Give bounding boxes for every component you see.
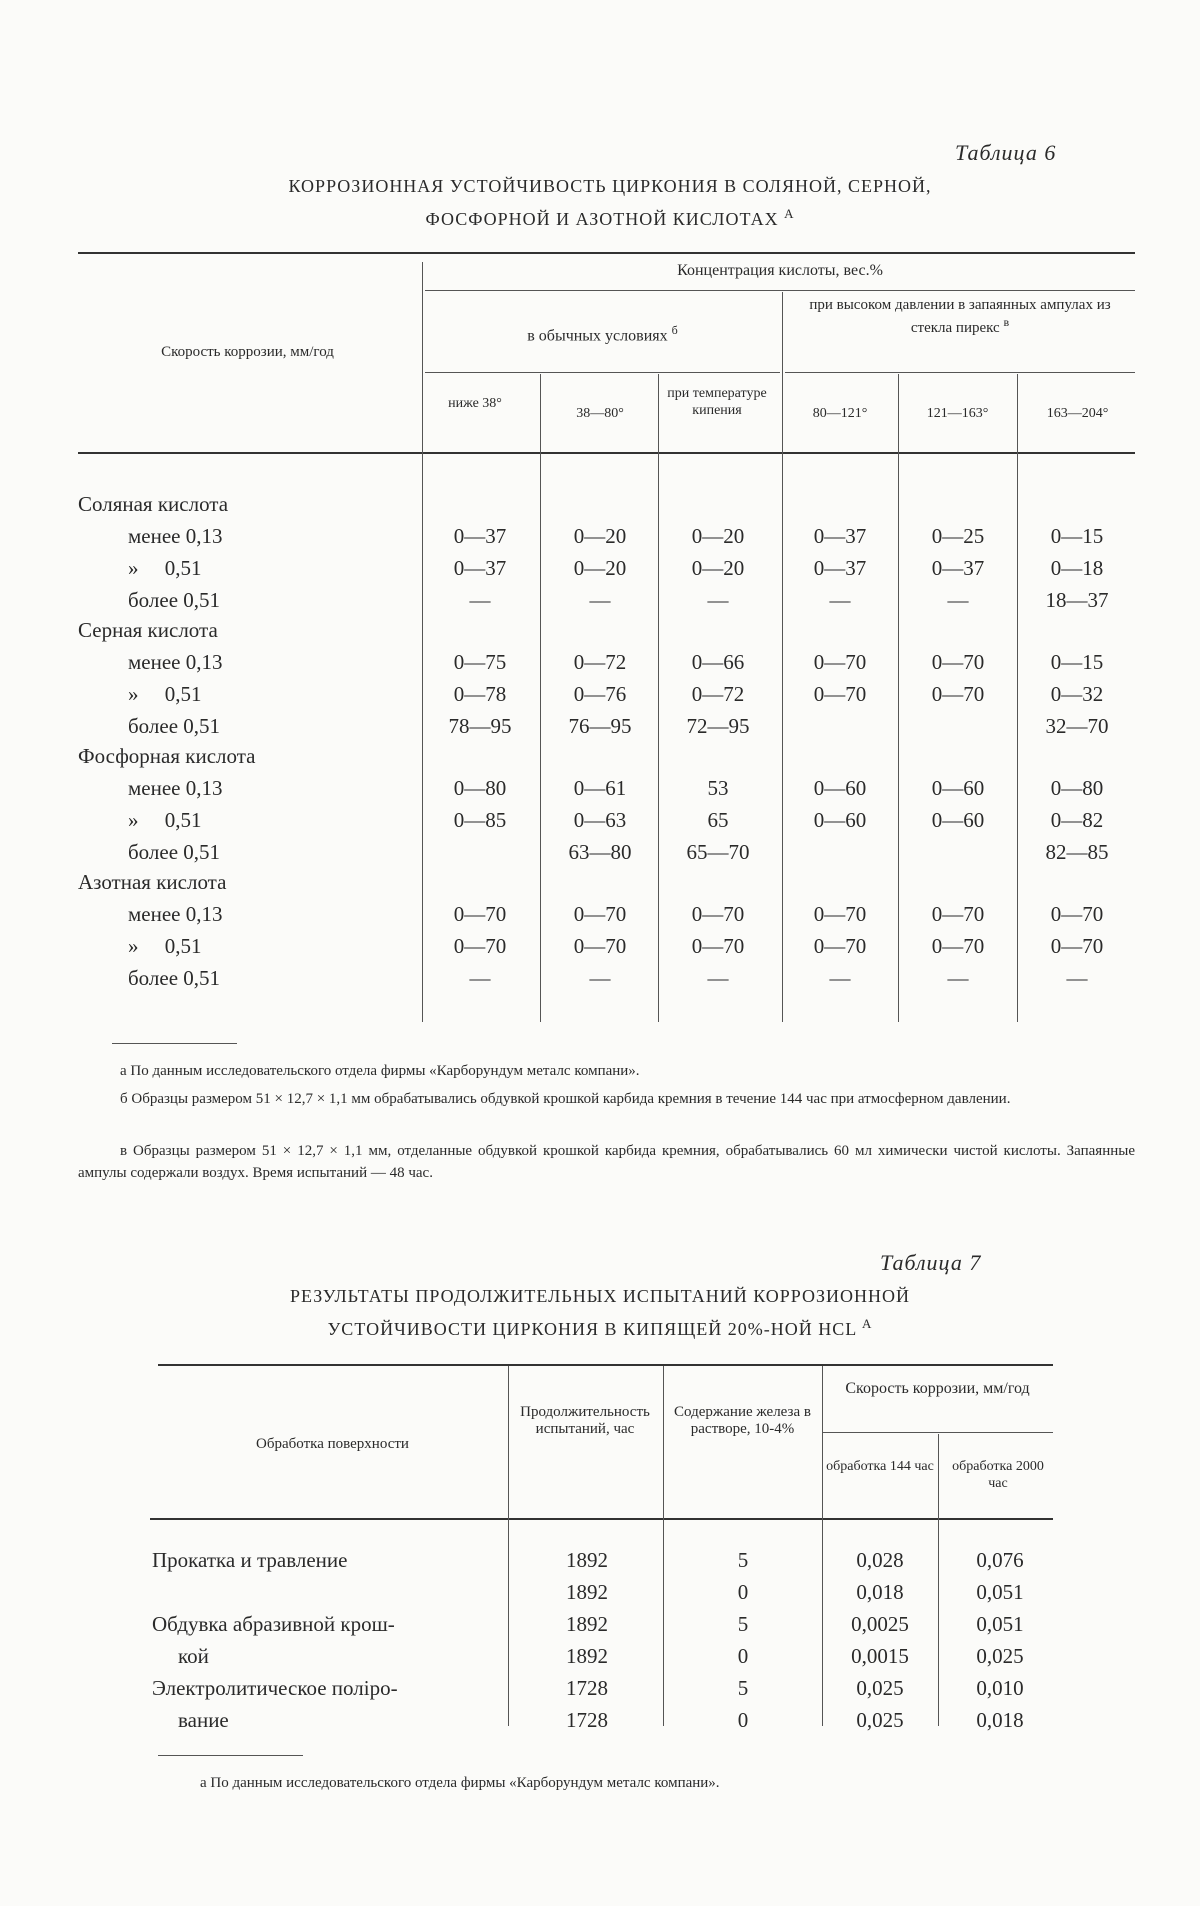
table6-top-rule <box>78 252 1135 254</box>
table6-cell: 32—70 <box>1045 714 1109 738</box>
table7-duration-header: Продолжительность испытаний, час <box>520 1404 650 1437</box>
table7-cell: 0 <box>737 1708 749 1732</box>
table6-col-2-header: 38—80° <box>576 406 624 421</box>
table6-cell: 0—20 <box>691 524 745 548</box>
table7-iron-header: Содержание железа в растворе, 10-4% <box>674 1404 811 1437</box>
table6-cell: — <box>947 588 969 612</box>
table6-footnote-rule <box>112 1043 237 1044</box>
table6-group-label: Серная кислота <box>78 618 218 642</box>
table6-cell: 65—70 <box>686 840 750 864</box>
table6-cell: 0—70 <box>691 934 745 958</box>
table6-row-label: » 0,51 <box>128 934 202 958</box>
table6-cell: — <box>829 966 851 990</box>
table6-cell: 0—70 <box>813 934 867 958</box>
table7-cell: 5 <box>737 1612 749 1636</box>
table6-cell: 0—70 <box>573 902 627 926</box>
table6-cell: 82—85 <box>1045 840 1109 864</box>
table6-cell: 0—70 <box>573 934 627 958</box>
table7-cell: 1728 <box>566 1708 608 1732</box>
table7-cell: 0,051 <box>976 1612 1024 1636</box>
table7-footnote-rule <box>158 1755 303 1756</box>
table7-top-rule <box>158 1364 1053 1366</box>
table7-cell: 1892 <box>566 1644 608 1668</box>
table6-cell: 0—82 <box>1050 808 1104 832</box>
table6-row-label: менее 0,13 <box>128 524 223 548</box>
table6-row-label: более 0,51 <box>128 966 221 990</box>
table6-cell: 0—80 <box>453 776 507 800</box>
table7-cell: 0 <box>737 1580 749 1604</box>
table6-cell: 0—72 <box>573 650 627 674</box>
table6-cell: 0—18 <box>1050 556 1104 580</box>
table6-row-label: более 0,51 <box>128 714 221 738</box>
table6-cell: 0—20 <box>573 556 627 580</box>
table7-title-line2: УСТОЙЧИВОСТИ ЦИРКОНИЯ В КИПЯЩЕЙ 20%-НОЙ HCL <box>327 1319 857 1339</box>
table7-cell: 0,025 <box>976 1644 1024 1668</box>
table7-cell: 0,028 <box>856 1548 904 1572</box>
table7-header-bottom-rule <box>150 1518 1053 1520</box>
table6-title <box>120 172 1100 233</box>
table6-ordinary-header: в обычных условиях $^б$ <box>527 323 678 345</box>
table7-cell: 0,025 <box>856 1708 904 1732</box>
table7-cell: 0,018 <box>856 1580 904 1604</box>
table6-cell: 0—70 <box>931 650 985 674</box>
table7-row-label: кой <box>178 1644 209 1668</box>
table6-col-3-header: при температуре кипения <box>667 386 767 418</box>
table7-header-rule <box>823 1432 1053 1433</box>
table6-cell: 65 <box>707 808 729 832</box>
table6-header-bottom-rule <box>78 452 1135 454</box>
table6-cell: 0—15 <box>1050 524 1104 548</box>
table6-col-5-header: 121—163° <box>926 406 989 421</box>
table7-cell: 0,025 <box>856 1676 904 1700</box>
table7-treatment-header: Обработка поверхности <box>256 1436 409 1452</box>
table6-concentration-header: Концентрация кислоты, вес.% <box>677 262 883 279</box>
table6-cell: 0—70 <box>1050 934 1104 958</box>
table6-row-label: » 0,51 <box>128 556 202 580</box>
table6-cell: — <box>469 966 491 990</box>
table7-title-line1: РЕЗУЛЬТАТЫ ПРОДОЛЖИТЕЛЬНЫХ ИСПЫТАНИЙ КОРРОЗИОННОЙ <box>289 1286 911 1306</box>
table6-cell: 72—95 <box>686 714 750 738</box>
table7-row-label: Прокатка и травление <box>152 1548 348 1572</box>
table7-cell: 0 <box>737 1644 749 1668</box>
table6-cell: 0—60 <box>931 808 985 832</box>
table7-cell: 0,018 <box>976 1708 1024 1732</box>
table6-cell: 63—80 <box>568 840 632 864</box>
table6-header-rule-1 <box>425 290 1135 291</box>
table7-cell: 0,0015 <box>851 1644 909 1668</box>
table6-row-label: » 0,51 <box>128 808 202 832</box>
table7-cell: 1728 <box>566 1676 608 1700</box>
table6-cell: 0—60 <box>813 776 867 800</box>
table6-cell: — <box>947 966 969 990</box>
table6-col-6-header: 163—204° <box>1046 406 1109 421</box>
table6-cell: 53 <box>707 776 729 800</box>
table7-vrule <box>508 1366 509 1726</box>
table6-cell: 0—37 <box>453 556 507 580</box>
table6-vrule <box>1017 374 1018 1022</box>
table6-cell: 0—20 <box>691 556 745 580</box>
table6-vrule <box>422 262 423 1022</box>
table6-vrule <box>782 292 783 1022</box>
table6-cell: 0—70 <box>931 934 985 958</box>
table6-cell: 0—63 <box>573 808 627 832</box>
table6-cell: 76—95 <box>568 714 632 738</box>
table7-cell: 0,051 <box>976 1580 1024 1604</box>
table6-cell: 0—70 <box>453 934 507 958</box>
table6-cell: 0—66 <box>691 650 745 674</box>
table6-cell: 0—15 <box>1050 650 1104 674</box>
table6-group-label: Фосфорная кислота <box>78 744 256 768</box>
table6-header-rule-2 <box>785 372 1135 373</box>
table6-group-label: Соляная кислота <box>78 492 229 516</box>
table6-cell: — <box>707 588 729 612</box>
table6-cell: 0—25 <box>931 524 985 548</box>
table7-title <box>150 1282 1050 1343</box>
table6-cell: 0—70 <box>813 650 867 674</box>
table6-footnote-b: б Образцы размером 51 × 12,7 × 1,1 мм обрабатывались обдувкой крошкой карбида кремния в течение 144 час при атмосферном давлении. <box>120 1091 1011 1107</box>
table7-vrule <box>663 1366 664 1726</box>
table6-cell: 0—70 <box>691 902 745 926</box>
table6-cell: 0—70 <box>1050 902 1104 926</box>
table7-cell: 1892 <box>566 1612 608 1636</box>
table7-title-mark: А <box>862 1316 873 1331</box>
table7-rate2000-header: обработка 2000 час <box>952 1459 1044 1491</box>
table6-cell: 0—70 <box>931 902 985 926</box>
table6-row-label: » 0,51 <box>128 682 202 706</box>
table6-cell: — <box>829 588 851 612</box>
table7-cell: 0,076 <box>976 1548 1024 1572</box>
table6-vrule <box>540 374 541 1022</box>
table6-cell: 0—70 <box>813 902 867 926</box>
table6-vrule <box>658 374 659 1022</box>
table7-vrule <box>938 1434 939 1726</box>
table7-caption: Таблица 7 <box>880 1250 982 1275</box>
table7-cell: 5 <box>737 1676 749 1700</box>
table6-cell: 0—75 <box>453 650 507 674</box>
table6-cell: 0—32 <box>1050 682 1104 706</box>
table6-cell: 78—95 <box>448 714 512 738</box>
table6-cell: — <box>589 588 611 612</box>
table6-cell: 0—85 <box>453 808 507 832</box>
table7-cell: 1892 <box>566 1548 608 1572</box>
table6-cell: 0—70 <box>931 682 985 706</box>
table6-cell: 0—70 <box>813 682 867 706</box>
table6-group-label: Азотная кислота <box>78 870 227 894</box>
table7-footnote: а По данным исследовательского отдела фирмы «Карборундум металс компани». <box>200 1775 720 1791</box>
table6-footnote-a: а По данным исследовательского отдела фирмы «Карборундум металс компани». <box>120 1063 640 1079</box>
table6-vrule <box>898 374 899 1022</box>
table6-row-label: менее 0,13 <box>128 902 223 926</box>
table6-cell: 0—20 <box>573 524 627 548</box>
table6-title-line1: КОРРОЗИОННАЯ УСТОЙЧИВОСТЬ ЦИРКОНИЯ В СОЛЯНОЙ, СЕРНОЙ, <box>288 176 932 196</box>
table6-col-1-header: ниже 38° <box>448 396 502 411</box>
table6-cell: 0—37 <box>813 524 867 548</box>
table7-cell: 0,0025 <box>851 1612 909 1636</box>
table7-cell: 5 <box>737 1548 749 1572</box>
table6-cell: 0—60 <box>813 808 867 832</box>
table6-title-line2: ФОСФОРНОЙ И АЗОТНОЙ КИСЛОТАХ <box>425 209 779 229</box>
table6-title-mark: А <box>784 206 795 221</box>
table6-cell: — <box>707 966 729 990</box>
table6-cell: 0—37 <box>813 556 867 580</box>
table7-cell: 1892 <box>566 1580 608 1604</box>
table6-col-4-header: 80—121° <box>812 406 868 421</box>
table6-caption: Таблица 6 <box>955 140 1057 165</box>
table6-rowhead: Скорость коррозии, мм/год <box>161 344 334 360</box>
table6-header-rule-3 <box>425 372 780 373</box>
table7-vrule <box>822 1366 823 1726</box>
table6-row-label: менее 0,13 <box>128 776 223 800</box>
table6-cell: 0—78 <box>453 682 507 706</box>
table7-cell: 0,010 <box>976 1676 1024 1700</box>
table6-cell: 0—60 <box>931 776 985 800</box>
table7-rate144-header: обработка 144 час <box>826 1459 934 1474</box>
table6-row-label: более 0,51 <box>128 840 221 864</box>
table6-cell: 0—80 <box>1050 776 1104 800</box>
table7-row-label: Обдувка абразивной крош- <box>152 1612 395 1636</box>
table6-cell: 0—61 <box>573 776 627 800</box>
table6-cell: — <box>1066 966 1088 990</box>
table7-rate-header: Скорость коррозии, мм/год <box>845 1380 1030 1397</box>
table7-row-label: Электролитическое поліро- <box>152 1676 398 1700</box>
table6-cell: 0—76 <box>573 682 627 706</box>
table7-row-label: вание <box>178 1708 229 1732</box>
table6-cell: — <box>589 966 611 990</box>
table6-cell: 0—37 <box>453 524 507 548</box>
table6-row-label: более 0,51 <box>128 588 221 612</box>
table6-footnote-v: в Образцы размером 51 × 12,7 × 1,1 мм, отделанные обдувкой крошкой карбида кремния, обрабатывались 60 мл химически чистой кислоты. Запаянные ампулы содержали воздух. Время испытаний — 48 час. <box>78 1143 1135 1181</box>
table6-cell: 18—37 <box>1045 588 1109 612</box>
table6-cell: 0—72 <box>691 682 745 706</box>
table6-cell: 0—37 <box>931 556 985 580</box>
table6-pressure-header: при высоком давлении в запаянных ампулах из стекла пирекс $^в$ <box>809 297 1111 336</box>
table6-row-label: менее 0,13 <box>128 650 223 674</box>
table6-cell: — <box>469 588 491 612</box>
table6-cell: 0—70 <box>453 902 507 926</box>
